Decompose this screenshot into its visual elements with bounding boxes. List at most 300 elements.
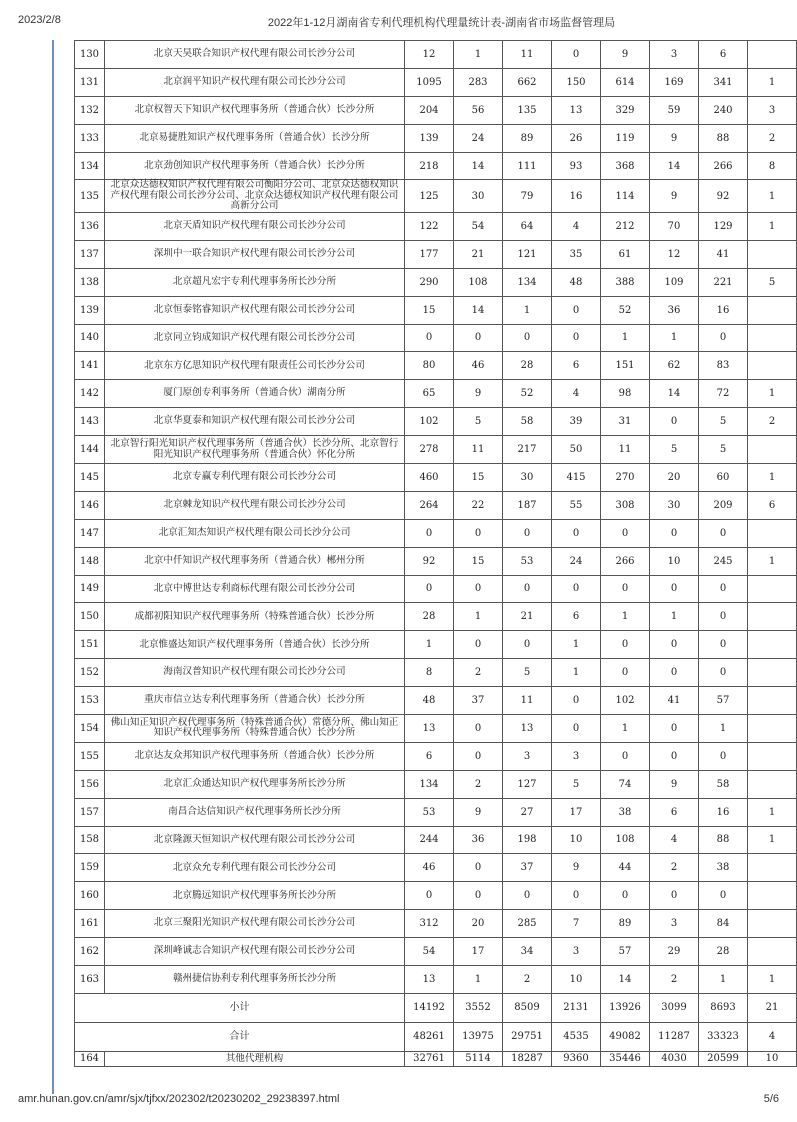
value-cell: 5 [503,659,552,687]
value-cell: 30 [503,463,552,491]
agency-name: 北京劲创知识产权代理事务所（普通合伙）长沙分所 [105,152,405,180]
value-cell: 341 [699,68,748,96]
value-cell: 264 [405,491,454,519]
agency-name: 北京天昊联合知识产权代理有限公司长沙分公司 [105,41,405,69]
table-row [75,68,797,96]
value-cell: 2 [454,770,503,798]
row-number: 136 [75,212,105,240]
value-cell: 109 [650,268,699,296]
agency-name: 北京隆源天恒知识产权代理有限公司长沙分公司 [105,826,405,854]
value-cell: 119 [601,124,650,152]
row-number: 132 [75,96,105,124]
value-cell: 13 [503,714,552,742]
table-row [75,240,797,268]
row-number: 148 [75,547,105,575]
table-row [75,714,797,742]
value-cell: 1 [748,798,797,826]
value-cell: 266 [699,152,748,180]
value-cell: 102 [601,687,650,715]
value-cell: 4030 [650,1051,699,1066]
value-cell: 9 [552,854,601,882]
value-cell [748,352,797,380]
value-cell: 24 [454,124,503,152]
value-cell: 121 [503,240,552,268]
row-number: 146 [75,491,105,519]
value-cell: 72 [699,380,748,408]
value-cell: 20 [650,463,699,491]
value-cell: 7 [552,910,601,938]
value-cell [748,324,797,352]
value-cell: 114 [601,180,650,213]
row-number: 153 [75,687,105,715]
table-row [75,854,797,882]
agency-name: 北京众允专利代理有限公司长沙分公司 [105,854,405,882]
value-cell: 0 [503,882,552,910]
value-cell: 0 [503,631,552,659]
row-number: 163 [75,966,105,994]
value-cell: 36 [454,826,503,854]
value-cell: 283 [454,68,503,96]
value-cell: 662 [503,68,552,96]
table-row [75,436,797,464]
value-cell: 54 [405,938,454,966]
value-cell: 28 [405,603,454,631]
value-cell: 13 [405,966,454,994]
value-cell: 125 [405,180,454,213]
value-cell: 290 [405,268,454,296]
value-cell: 0 [454,714,503,742]
value-cell [748,240,797,268]
value-cell: 151 [601,352,650,380]
value-cell: 18287 [503,1051,552,1066]
row-number: 161 [75,910,105,938]
value-cell: 80 [405,352,454,380]
agency-name: 北京华夏泰和知识产权代理有限公司长沙分公司 [105,408,405,436]
table-row [75,96,797,124]
value-cell: 34 [503,938,552,966]
value-cell: 15 [454,463,503,491]
row-number: 162 [75,938,105,966]
value-cell: 0 [601,519,650,547]
value-cell: 3 [552,742,601,770]
value-cell: 5 [699,408,748,436]
value-cell: 0 [650,631,699,659]
value-cell: 134 [503,268,552,296]
value-cell: 5114 [454,1051,503,1066]
agency-name: 北京易捷胜知识产权代理事务所（普通合伙）长沙分所 [105,124,405,152]
value-cell: 93 [552,152,601,180]
value-cell: 1095 [405,68,454,96]
value-cell [748,854,797,882]
value-cell: 37 [503,854,552,882]
value-cell: 6 [699,41,748,69]
value-cell: 0 [601,659,650,687]
row-number: 139 [75,296,105,324]
value-cell: 0 [699,742,748,770]
value-cell: 245 [699,547,748,575]
value-cell [748,41,797,69]
value-cell: 13 [552,96,601,124]
value-cell: 14 [650,380,699,408]
value-cell: 9360 [552,1051,601,1066]
value-cell: 1 [552,659,601,687]
value-cell: 21 [454,240,503,268]
value-cell: 3 [748,96,797,124]
value-cell [748,575,797,603]
value-cell: 30 [454,180,503,213]
value-cell [748,436,797,464]
value-cell: 48 [552,268,601,296]
agency-name: 北京达友众邦知识产权代理事务所（普通合伙）长沙分所 [105,742,405,770]
agency-name: 其他代理机构 [105,1051,405,1066]
value-cell: 2 [748,124,797,152]
value-cell: 21 [503,603,552,631]
value-cell: 9 [650,770,699,798]
value-cell: 38 [699,854,748,882]
table-row [75,324,797,352]
row-number: 140 [75,324,105,352]
value-cell: 26 [552,124,601,152]
value-cell: 244 [405,826,454,854]
table-row [75,180,797,213]
value-cell: 122 [405,212,454,240]
value-cell [748,603,797,631]
value-cell: 218 [405,152,454,180]
agency-name: 北京腾远知识产权代理事务所长沙分所 [105,882,405,910]
agency-name: 北京棘龙知识产权代理有限公司长沙分公司 [105,491,405,519]
agency-name: 北京东方亿思知识产权代理有限责任公司长沙分公司 [105,352,405,380]
table-row [75,882,797,910]
value-cell: 0 [552,575,601,603]
value-cell: 460 [405,463,454,491]
value-cell: 9 [454,380,503,408]
print-date: 2023/2/8 [18,14,61,26]
page-number: 5/6 [763,1093,779,1105]
row-number: 144 [75,436,105,464]
row-number: 155 [75,742,105,770]
row-number: 160 [75,882,105,910]
value-cell: 0 [552,519,601,547]
value-cell: 58 [503,408,552,436]
value-cell: 29751 [503,1022,552,1051]
value-cell: 0 [454,519,503,547]
value-cell: 0 [552,324,601,352]
value-cell: 3 [503,742,552,770]
agency-name: 北京汇知杰知识产权代理有限公司长沙分公司 [105,519,405,547]
value-cell: 89 [503,124,552,152]
table-row [75,770,797,798]
value-cell: 36 [650,296,699,324]
table-row [75,742,797,770]
value-cell: 8 [748,152,797,180]
row-number: 149 [75,575,105,603]
value-cell [748,519,797,547]
value-cell: 60 [699,463,748,491]
value-cell [748,770,797,798]
value-cell: 1 [454,41,503,69]
value-cell: 6 [552,352,601,380]
value-cell: 55 [552,491,601,519]
value-cell: 5 [699,436,748,464]
value-cell: 415 [552,463,601,491]
value-cell: 102 [405,408,454,436]
value-cell: 16 [699,798,748,826]
value-cell: 0 [503,575,552,603]
value-cell: 12 [405,41,454,69]
row-number: 137 [75,240,105,268]
table-row [75,826,797,854]
table-row [75,966,797,994]
value-cell: 57 [699,687,748,715]
value-cell: 127 [503,770,552,798]
value-cell: 0 [454,742,503,770]
value-cell: 1 [748,463,797,491]
value-cell: 6 [552,603,601,631]
agency-name: 赣州捷信协利专利代理事务所长沙分所 [105,966,405,994]
agency-name: 佛山知正知识产权代理事务所（特殊普通合伙）常德分所、佛山知正知识产权代理事务所（特殊普通合伙）长沙分所 [105,714,405,742]
value-cell: 5 [454,408,503,436]
value-cell: 1 [748,547,797,575]
value-cell: 52 [601,296,650,324]
value-cell: 2 [748,408,797,436]
table-row [75,938,797,966]
value-cell: 53 [405,798,454,826]
value-cell: 88 [699,826,748,854]
value-cell: 83 [699,352,748,380]
table-row [75,380,797,408]
table-row [75,910,797,938]
value-cell: 204 [405,96,454,124]
value-cell: 312 [405,910,454,938]
value-cell: 129 [699,212,748,240]
value-cell [748,296,797,324]
value-cell: 4535 [552,1022,601,1051]
value-cell: 212 [601,212,650,240]
value-cell: 0 [650,882,699,910]
value-cell: 48261 [405,1022,454,1051]
value-cell: 0 [405,575,454,603]
value-cell: 1 [454,603,503,631]
value-cell: 614 [601,68,650,96]
value-cell: 285 [503,910,552,938]
row-number: 159 [75,854,105,882]
value-cell: 28 [699,938,748,966]
value-cell: 221 [699,268,748,296]
value-cell: 4 [748,1022,797,1051]
table-row [75,491,797,519]
row-number: 131 [75,68,105,96]
value-cell: 11 [503,687,552,715]
row-number: 154 [75,714,105,742]
agency-name: 北京汇众通达知识产权代理事务所长沙分所 [105,770,405,798]
value-cell: 6 [405,742,454,770]
value-cell: 49082 [601,1022,650,1051]
row-number: 152 [75,659,105,687]
table-row [75,296,797,324]
value-cell: 28 [503,352,552,380]
value-cell: 0 [699,519,748,547]
agency-name: 深圳峰诚志合知识产权代理有限公司长沙分公司 [105,938,405,966]
value-cell: 0 [699,575,748,603]
value-cell: 368 [601,152,650,180]
value-cell: 108 [601,826,650,854]
value-cell: 6 [748,491,797,519]
value-cell: 187 [503,491,552,519]
value-cell: 2 [503,966,552,994]
value-cell: 0 [552,714,601,742]
value-cell: 46 [405,854,454,882]
value-cell [748,687,797,715]
total-row [75,1022,797,1051]
value-cell: 240 [699,96,748,124]
table-row [75,268,797,296]
agency-name: 北京三聚阳光知识产权代理有限公司长沙分公司 [105,910,405,938]
value-cell: 29 [650,938,699,966]
value-cell: 4 [650,826,699,854]
value-cell: 20 [454,910,503,938]
total-label: 合计 [75,1022,405,1051]
value-cell: 0 [454,854,503,882]
value-cell: 5 [748,268,797,296]
agency-name: 北京权智天下知识产权代理事务所（普通合伙）长沙分所 [105,96,405,124]
value-cell: 0 [405,882,454,910]
row-number: 151 [75,631,105,659]
value-cell: 0 [699,882,748,910]
row-number: 130 [75,41,105,69]
value-cell: 4 [552,380,601,408]
value-cell: 53 [503,547,552,575]
table-row [75,519,797,547]
value-cell: 17 [552,798,601,826]
value-cell: 2 [454,659,503,687]
value-cell: 278 [405,436,454,464]
value-cell: 0 [601,575,650,603]
value-cell: 8693 [699,993,748,1022]
value-cell: 6 [650,798,699,826]
value-cell: 50 [552,436,601,464]
value-cell: 21 [748,993,797,1022]
value-cell: 14 [454,296,503,324]
value-cell: 1 [601,714,650,742]
agency-name: 深圳中一联合知识产权代理有限公司长沙分公司 [105,240,405,268]
value-cell: 10 [552,966,601,994]
value-cell [748,938,797,966]
row-number: 142 [75,380,105,408]
value-cell: 0 [601,882,650,910]
value-cell: 1 [748,380,797,408]
value-cell: 0 [699,659,748,687]
value-cell: 0 [650,408,699,436]
value-cell: 79 [503,180,552,213]
value-cell: 1 [748,180,797,213]
value-cell: 150 [552,68,601,96]
value-cell: 209 [699,491,748,519]
value-cell: 1 [748,826,797,854]
value-cell: 70 [650,212,699,240]
value-cell: 17 [454,938,503,966]
value-cell: 217 [503,436,552,464]
value-cell: 0 [650,714,699,742]
value-cell [748,910,797,938]
row-number: 157 [75,798,105,826]
page-title: 2022年1-12月湖南省专利代理机构代理量统计表-湖南省市场监督管理局 [267,17,616,29]
value-cell: 5 [552,770,601,798]
value-cell: 84 [699,910,748,938]
agency-name: 北京中博世达专利商标代理有限公司长沙分公司 [105,575,405,603]
value-cell: 89 [601,910,650,938]
value-cell: 74 [601,770,650,798]
page-url: amr.hunan.gov.cn/amr/sjx/tjfxx/202302/t20230202_29238397.html [18,1093,340,1105]
table-row [75,408,797,436]
value-cell: 198 [503,826,552,854]
value-cell: 16 [552,180,601,213]
value-cell: 11 [601,436,650,464]
table-row [75,659,797,687]
value-cell: 54 [454,212,503,240]
value-cell: 16 [699,296,748,324]
table-row [75,547,797,575]
value-cell: 35 [552,240,601,268]
value-cell: 0 [454,631,503,659]
value-cell: 30 [650,491,699,519]
value-cell: 0 [699,603,748,631]
value-cell: 3 [650,41,699,69]
agency-name: 北京同立钧成知识产权代理有限公司长沙分公司 [105,324,405,352]
value-cell: 111 [503,152,552,180]
agency-stats-table [74,40,797,1067]
value-cell: 9 [650,180,699,213]
value-cell [748,714,797,742]
value-cell: 3099 [650,993,699,1022]
value-cell: 56 [454,96,503,124]
value-cell: 41 [650,687,699,715]
value-cell: 1 [699,966,748,994]
value-cell: 266 [601,547,650,575]
value-cell: 388 [601,268,650,296]
value-cell: 32761 [405,1051,454,1066]
value-cell: 10 [650,547,699,575]
table-row [75,463,797,491]
value-cell: 44 [601,854,650,882]
value-cell: 92 [699,180,748,213]
value-cell: 33323 [699,1022,748,1051]
value-cell: 2 [650,966,699,994]
value-cell: 139 [405,124,454,152]
value-cell: 31 [601,408,650,436]
value-cell: 0 [650,659,699,687]
value-cell: 3552 [454,993,503,1022]
value-cell: 15 [454,547,503,575]
value-cell: 1 [748,68,797,96]
value-cell: 3 [650,910,699,938]
value-cell: 0 [601,631,650,659]
value-cell: 0 [650,575,699,603]
agency-name: 成都初阳知识产权代理事务所（特殊普通合伙）长沙分所 [105,603,405,631]
agency-name: 北京恒泰铭睿知识产权代理有限公司长沙分公司 [105,296,405,324]
value-cell: 0 [699,631,748,659]
subtotal-label: 小计 [75,993,405,1022]
value-cell: 2131 [552,993,601,1022]
agency-name: 重庆市信立达专利代理事务所（普通合伙）长沙分所 [105,687,405,715]
table-row [75,124,797,152]
value-cell: 177 [405,240,454,268]
value-cell: 64 [503,212,552,240]
value-cell: 13 [405,714,454,742]
value-cell: 270 [601,463,650,491]
table-row [75,575,797,603]
row-number: 133 [75,124,105,152]
value-cell: 61 [601,240,650,268]
